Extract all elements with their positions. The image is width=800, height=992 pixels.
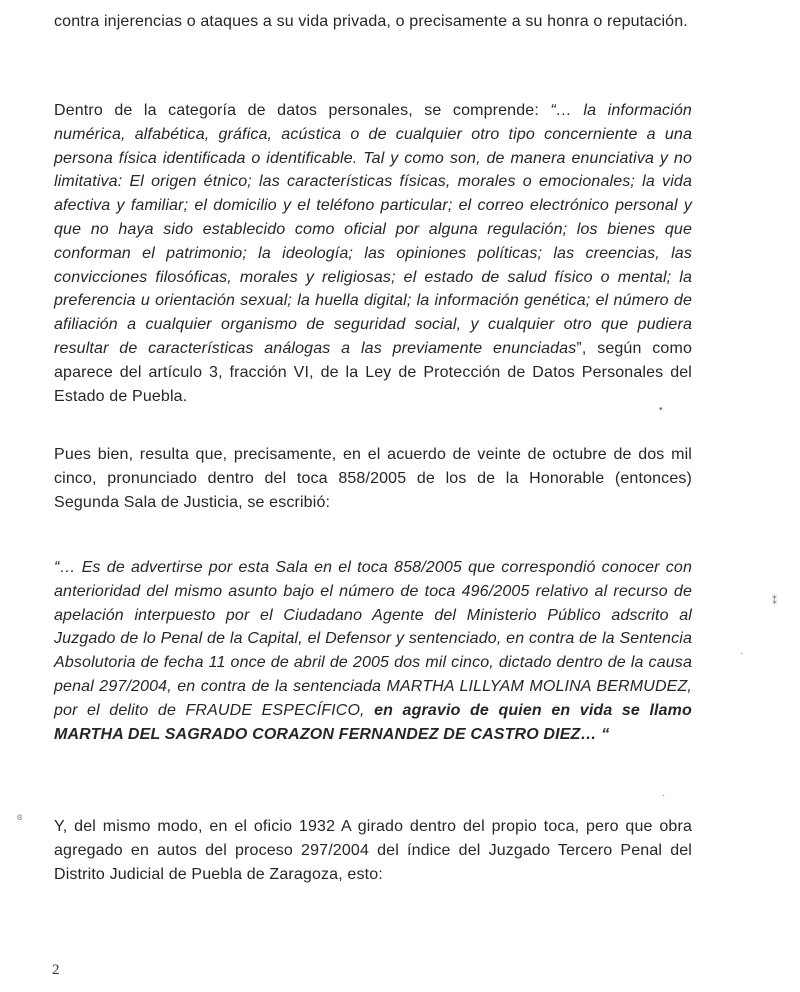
scan-speck: • [659,404,663,415]
personal-data-outro: ”, según como aparece del artículo 3, fracción VI, de la Ley de Protección de Datos Personales del Estado de Puebla. [54,339,692,405]
paragraph-privacy-text: contra injerencias o ataques a su vida privada, o precisamente a su honra o reputación. [54,13,688,30]
personal-data-intro: Dentro de la categoría de datos personales, se comprende: [54,102,551,119]
paragraph-oficio [54,815,692,886]
paragraph-agreement [54,443,692,514]
scan-speck: · [740,648,744,659]
quoted-resolution [54,556,692,746]
paragraph-privacy [54,10,692,34]
scan-speck: ⁑ [772,596,777,607]
quoted-resolution-bold: en agravio de quien en vida se llamo MARTHA DEL SAGRADO CORAZON FERNANDEZ DE CASTRO DIEZ… “ [54,701,692,743]
paragraph-agreement-text: Pues bien, resulta que, precisamente, en el acuerdo de veinte de octubre de dos mil cinco, pronunciado dentro del toca 858/2005 de los de la Honorable (entonces) Segunda Sala de Justicia, se escribió: [54,446,692,511]
scan-speck: ɞ [17,812,23,823]
scan-speck: · [662,790,666,801]
paragraph-personal-data [54,99,692,408]
personal-data-quote: “… la información numérica, alfabética, gráfica, acústica o de cualquier otro tipo concerniente a una persona física identificada o identificable. Tal y como son, de manera enunciativa y no limitativa: El origen étnico; las características físicas, morales o emocionales; la vida afectiva y familiar; el domicilio y el teléfono particular; el correo electrónico personal y que no haya sido establecido como oficial por alguna regulación; los bienes que conforman el patrimonio; la ideología; las opiniones políticas; las creencias, las convicciones filosóficas, morales y religiosas; el estado de salud físico o mental; la preferencia u orientación sexual; la huella digital; la información genética; el número de afiliación a cualquier organismo de seguridad social, y cualquier otro que pudiera resultar de características análogas a las previamente enunciadas [54,102,692,357]
paragraph-oficio-text: Y, del mismo modo, en el oficio 1932 A girado dentro del propio toca, pero que obra agregado en autos del proceso 297/2004 del índice del Juzgado Tercero Penal del Distrito Judicial de Puebla de Zaragoza, esto: [54,818,692,883]
quoted-resolution-text: “… Es de advertirse por esta Sala en el toca 858/2005 que correspondió conocer con anterioridad del mismo asunto bajo el número de toca 496/2005 relativo al recurso de apelación interpuesto por el Ciudadano Agente del Ministerio Público adscrito al Juzgado de lo Penal de la Capital, el Defensor y sentenciado, en contra de la Sentencia Absolutoria de fecha 11 once de abril de 2005 dos mil cinco, dictado dentro de la causa penal 297/2004, en contra de la sentenciada MARTHA LILLYAM MOLINA BERMUDEZ, por el delito de FRAUDE ESPECÍFICO, [54,559,692,719]
page-number: 2 [52,962,60,978]
